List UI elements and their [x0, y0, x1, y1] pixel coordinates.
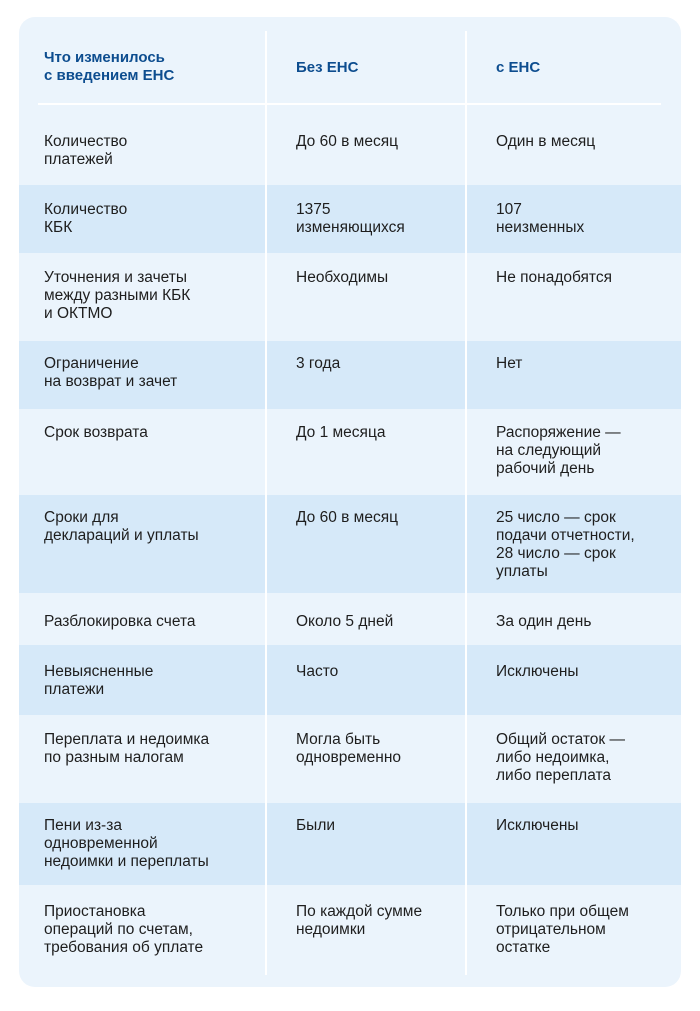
table-row [19, 885, 681, 987]
without-ens-value: По каждой сумме недоимки [296, 903, 423, 938]
row-label: Срок возврата [44, 424, 148, 441]
column-divider [265, 31, 267, 975]
with-ens-value: 25 число — срок подачи отчетности, 28 число — срок уплаты [496, 509, 635, 580]
without-ens-value: До 60 в месяц [296, 133, 398, 150]
without-ens-value: 1375 изменяющихся [296, 201, 405, 236]
row-label: Разблокировка счета [44, 613, 196, 630]
row-label: Количество платежей [44, 133, 128, 168]
table-header [19, 17, 681, 103]
table-row [19, 185, 681, 253]
table-row [19, 409, 681, 495]
without-ens-value: Около 5 дней [296, 613, 394, 630]
with-ens-value: Один в месяц [496, 133, 596, 150]
without-ens-value: Необходимы [296, 269, 389, 286]
row-label: Пени из-за одновременной недоимки и переплаты [44, 817, 209, 870]
without-ens-value: До 1 месяца [296, 424, 386, 441]
table-row [19, 715, 681, 803]
row-label: Приостановка операций по счетам, требования об уплате [44, 903, 204, 956]
without-ens-value: Часто [296, 663, 339, 680]
without-ens-value: 3 года [296, 355, 341, 372]
with-ens-value: Только при общем отрицательном остатке [496, 903, 629, 956]
row-label: Ограничение на возврат и зачет [44, 355, 178, 390]
table-row [19, 803, 681, 885]
header-cell-what-changed: Что изменилось с введением ЕНС [44, 49, 175, 84]
table-row [19, 341, 681, 409]
table-row [19, 253, 681, 341]
header-cell-with-ens: с ЕНС [496, 59, 541, 76]
table-row [19, 645, 681, 715]
table-row [19, 593, 681, 645]
without-ens-value: До 60 в месяц [296, 509, 398, 526]
with-ens-value: Исключены [496, 817, 579, 834]
table-row [19, 105, 681, 185]
column-divider [465, 31, 467, 975]
with-ens-value: За один день [496, 613, 592, 630]
without-ens-value: Были [296, 817, 336, 834]
header-divider [38, 103, 661, 105]
with-ens-value: Не понадобятся [496, 269, 612, 286]
table-row [19, 495, 681, 593]
row-label: Переплата и недоимка по разным налогам [44, 731, 210, 766]
header-cell-without-ens: Без ЕНС [296, 59, 359, 76]
row-label: Невыясненные платежи [44, 663, 154, 698]
row-label: Количество КБК [44, 201, 128, 236]
with-ens-value: 107 неизменных [496, 201, 585, 236]
with-ens-value: Общий остаток — либо недоимка, либо переплата [496, 731, 626, 784]
with-ens-value: Исключены [496, 663, 579, 680]
row-label: Сроки для деклараций и уплаты [44, 509, 199, 544]
with-ens-value: Нет [496, 355, 523, 372]
row-label: Уточнения и зачеты между разными КБК и ОКТМО [44, 269, 191, 322]
without-ens-value: Могла быть одновременно [296, 731, 401, 766]
with-ens-value: Распоряжение — на следующий рабочий день [496, 424, 621, 477]
comparison-table [19, 17, 681, 987]
